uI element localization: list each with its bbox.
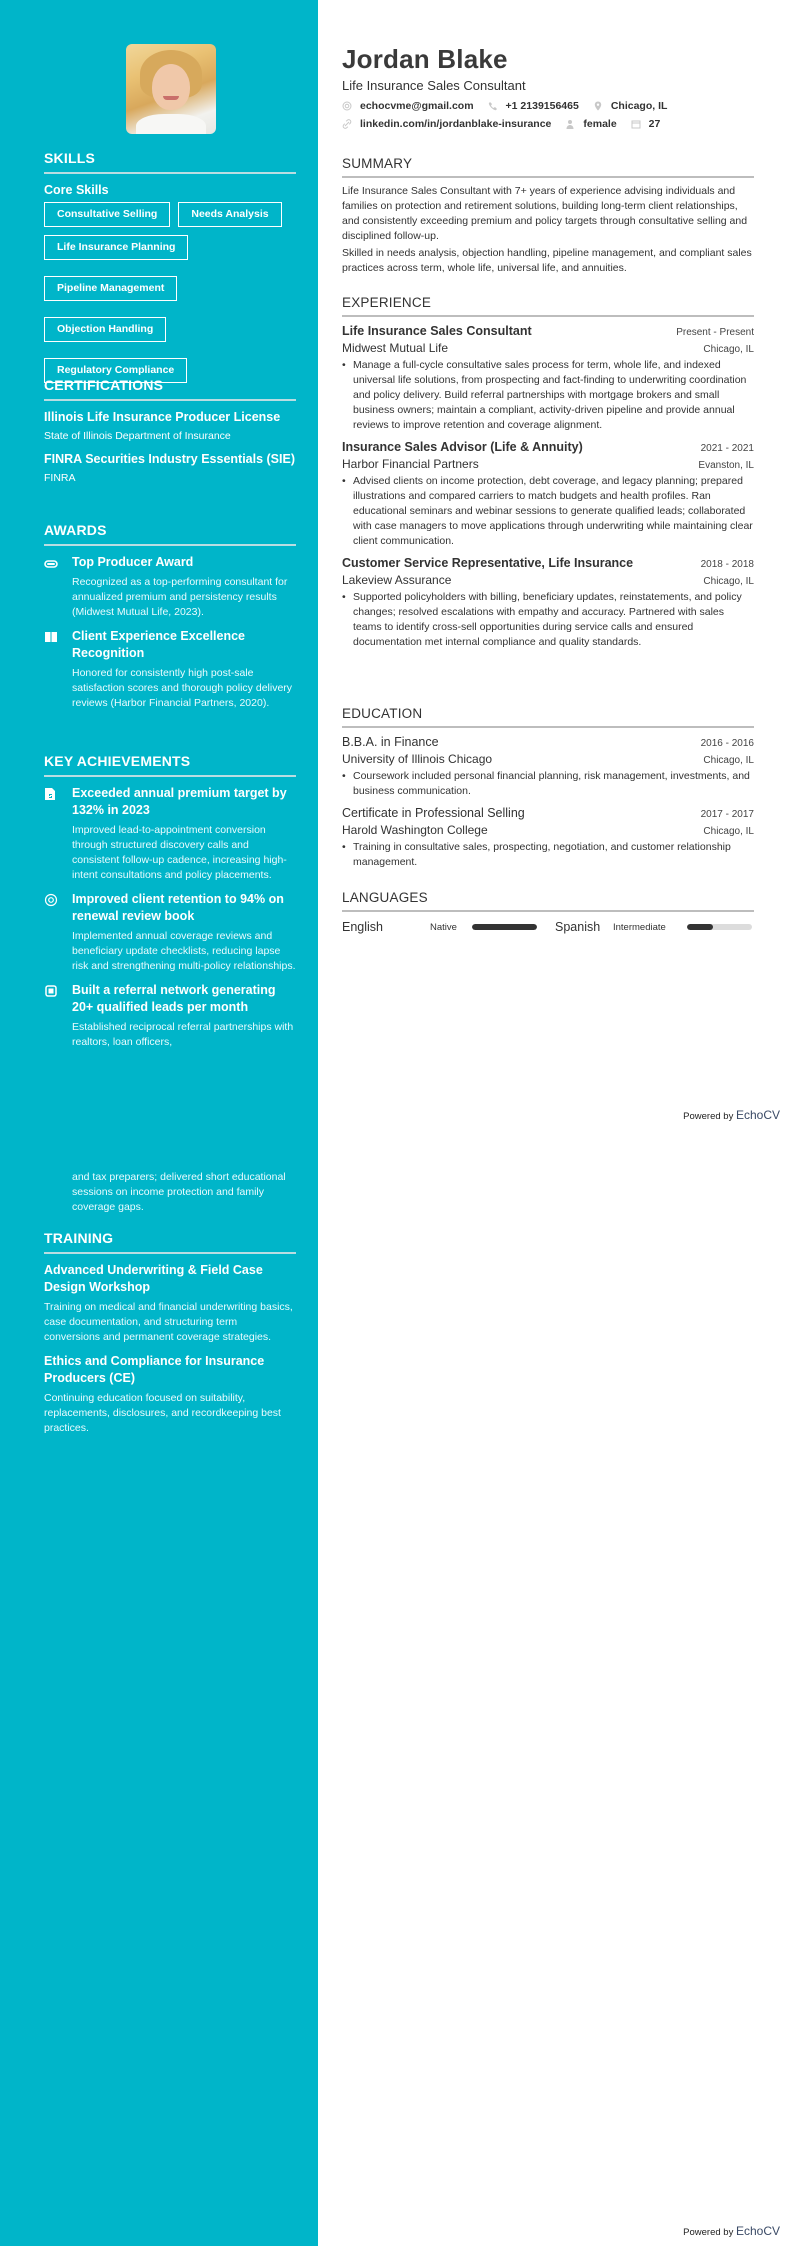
experience-title: Life Insurance Sales Consultant: [342, 324, 532, 338]
education-section: [342, 706, 754, 870]
location-pin-icon: [593, 101, 603, 111]
experience-bullet: [342, 474, 754, 549]
document-icon: [44, 785, 72, 883]
language-level: Native: [430, 921, 457, 933]
achievement-item: [44, 982, 296, 1050]
experience-entry: [342, 324, 754, 433]
brand-logo: EchoCV: [735, 1108, 780, 1122]
skills-heading: SKILLS: [44, 150, 296, 174]
education-entry: [342, 735, 754, 799]
contact-gender: [565, 118, 616, 130]
education-degree: B.B.A. in Finance: [342, 735, 439, 749]
experience-dates: 2018 - 2018: [700, 559, 754, 570]
education-bullet: [342, 769, 754, 799]
education-location: Chicago, IL: [703, 826, 754, 837]
language-proficiency-fill: [472, 924, 537, 930]
certification-item: [44, 451, 296, 485]
powered-by-label: Powered by: [683, 2227, 734, 2238]
language-level: Intermediate: [613, 921, 666, 933]
education-school: University of Illinois Chicago: [342, 752, 493, 766]
languages-row: [342, 920, 754, 934]
badge-icon: [44, 554, 72, 620]
experience-location: Chicago, IL: [703, 344, 754, 355]
skill-tag: Life Insurance Planning: [44, 235, 188, 260]
bullet-dot: •: [342, 359, 346, 371]
award-item: [44, 628, 296, 711]
achievement-description-continued: [72, 1170, 296, 1215]
photo-smile: [163, 96, 179, 100]
contact-age: [631, 118, 661, 130]
award-item: [44, 554, 296, 620]
bullet-text: Coursework included personal financial planning, risk management, investments, and business communication.: [353, 770, 750, 797]
experience-title: Customer Service Representative, Life Insurance: [342, 556, 634, 570]
experience-dates: 2021 - 2021: [700, 443, 754, 454]
bullet-text: Training in consultative sales, prospecting, negotiation, and customer relationship management.: [353, 841, 731, 868]
training-section: [44, 1230, 296, 1436]
person-icon: [565, 119, 575, 129]
awards-section: [44, 522, 296, 711]
experience-section: [342, 295, 754, 650]
experience-entry: [342, 556, 754, 650]
at-icon: [44, 891, 72, 974]
awards-heading: AWARDS: [44, 522, 296, 546]
contact-email[interactable]: [342, 100, 474, 112]
experience-location: Chicago, IL: [703, 576, 754, 587]
award-description: Recognized as a top-performing consultant for annualized premium and persistency results (Midwest Mutual Life, 2023).: [72, 576, 288, 618]
training-description: Continuing education focused on suitability, replacements, disclosures, and recordkeeping best practices.: [44, 1392, 281, 1434]
experience-heading: EXPERIENCE: [342, 295, 754, 317]
bullet-dot: •: [342, 841, 346, 853]
gender-text: female: [583, 118, 617, 130]
bullet-dot: •: [342, 475, 346, 487]
experience-entry: [342, 440, 754, 549]
language-proficiency-bar: [687, 924, 752, 930]
book-icon: [44, 628, 72, 711]
powered-by-footer[interactable]: [683, 2224, 780, 2238]
achievement-item: [44, 891, 296, 974]
chip-icon: [44, 982, 72, 1050]
achievement-title: Improved client retention to 94% on renewal review book: [72, 892, 284, 923]
language-name: Spanish: [555, 920, 601, 934]
certification-name: FINRA Securities Industry Essentials (SIE): [44, 452, 295, 466]
language-proficiency-fill: [687, 924, 713, 930]
education-entry: [342, 806, 754, 870]
training-item: [44, 1262, 296, 1345]
experience-company: Midwest Mutual Life: [342, 341, 449, 355]
summary-paragraph: Life Insurance Sales Consultant with 7+ years of experience advising individuals and families on protection and retirement solutions, building long-term client relationships, and consistently exceeding premium and policy targets through consultative selling and disciplined follow-up.: [342, 185, 748, 242]
achievement-title: Built a referral network generating 20+ qualified leads per month: [72, 983, 276, 1014]
candidate-title: Life Insurance Sales Consultant: [342, 78, 526, 93]
achievement-description: Implemented annual coverage reviews and beneficiary update checklists, reducing lapse risk and strengthening multi-policy relationships.: [72, 930, 296, 972]
achievement-description: Established reciprocal referral partnerships with realtors, loan officers,: [72, 1021, 294, 1048]
training-heading: TRAINING: [44, 1230, 296, 1254]
skill-tag: Consultative Selling: [44, 202, 170, 227]
skills-group-label: Core Skills: [44, 183, 109, 197]
training-description: Training on medical and financial underwriting basics, case documentation, and structuring term conversions and permanent coverage strategies.: [44, 1301, 293, 1343]
contact-linkedin[interactable]: [342, 118, 551, 130]
bullet-text: Supported policyholders with billing, beneficiary updates, reinstatements, and policy changes; resolved escalations with empathy and accuracy. Partnered with sales teams to identify cross-sell opportunities during service calls and ensured documentation met internal compliance and quality standards.: [353, 591, 742, 648]
skills-section: [44, 150, 296, 383]
contact-row-2: [342, 118, 674, 130]
achievements-heading: KEY ACHIEVEMENTS: [44, 753, 296, 777]
contact-location: [593, 100, 668, 112]
skill-tag: Pipeline Management: [44, 276, 177, 301]
award-description: Honored for consistently high post-sale satisfaction scores and thorough policy delivery reviews (Harbor Financial Partners, 2020).: [72, 667, 293, 709]
experience-company: Harbor Financial Partners: [342, 457, 479, 471]
calendar-icon: [631, 119, 641, 129]
certification-issuer: FINRA: [44, 472, 76, 484]
certification-name: Illinois Life Insurance Producer License: [44, 410, 281, 424]
experience-dates: Present - Present: [676, 327, 754, 338]
award-title: Client Experience Excellence Recognition: [72, 629, 246, 660]
achievements-section: [44, 753, 296, 1050]
photo-coat: [136, 114, 206, 134]
photo-face: [152, 64, 190, 110]
age-text: 27: [648, 118, 661, 130]
email-icon: [342, 101, 352, 111]
certifications-section: [44, 377, 296, 485]
powered-by-footer[interactable]: [683, 1108, 780, 1122]
certification-issuer: State of Illinois Department of Insurance: [44, 430, 231, 442]
education-dates: 2017 - 2017: [700, 809, 754, 820]
summary-heading: SUMMARY: [342, 156, 754, 178]
achievement-description: and tax preparers; delivered short educational sessions on income protection and family coverage gaps.: [72, 1171, 286, 1213]
contact-row-1: [342, 100, 681, 112]
location-text: Chicago, IL: [610, 100, 668, 112]
summary-paragraph: Skilled in needs analysis, objection handling, pipeline management, and compliant sales practices across term, whole life, universal life, and annuities.: [342, 247, 752, 274]
experience-bullet: [342, 590, 754, 650]
languages-section: [342, 890, 754, 934]
education-heading: EDUCATION: [342, 706, 754, 728]
summary-section: [342, 156, 754, 276]
languages-heading: LANGUAGES: [342, 890, 754, 912]
award-title: Top Producer Award: [72, 555, 194, 569]
education-degree: Certificate in Professional Selling: [342, 806, 525, 820]
experience-title: Insurance Sales Advisor (Life & Annuity): [342, 440, 583, 454]
education-school: Harold Washington College: [342, 823, 488, 837]
powered-by-label: Powered by: [683, 1111, 734, 1122]
bullet-dot: •: [342, 591, 346, 603]
education-bullet: [342, 840, 754, 870]
candidate-name: Jordan Blake: [342, 44, 508, 74]
sidebar: [0, 0, 318, 2246]
phone-text: +1 2139156465: [505, 100, 579, 112]
experience-bullet: [342, 358, 754, 433]
skill-tag: Regulatory Compliance: [44, 358, 187, 383]
skill-tag: Objection Handling: [44, 317, 166, 342]
brand-logo: EchoCV: [735, 2224, 780, 2238]
language-name: English: [342, 920, 383, 934]
bullet-text: Manage a full-cycle consultative sales process for term, whole life, and indexed universal life solutions, from prospecting and fact-finding to underwriting coordination and policy delivery. Build referral partnerships with mortgage brokers and small business owners; maintain a compliant, activity-driven pipeline and provide annual reviews to improve retention and coverage alignment.: [353, 359, 747, 431]
experience-company: Lakeview Assurance: [342, 573, 452, 587]
bullet-dot: •: [342, 770, 346, 782]
profile-photo: [126, 44, 216, 134]
phone-icon: [488, 101, 498, 111]
training-title: Ethics and Compliance for Insurance Producers (CE): [44, 1354, 265, 1385]
education-dates: 2016 - 2016: [700, 738, 754, 749]
link-icon: [342, 119, 352, 129]
certification-item: [44, 409, 296, 443]
linkedin-text: linkedin.com/in/jordanblake-insurance: [360, 118, 552, 130]
certifications-heading: CERTIFICATIONS: [44, 377, 296, 401]
achievement-item: [44, 785, 296, 883]
education-location: Chicago, IL: [703, 755, 754, 766]
contact-phone[interactable]: [488, 100, 579, 112]
achievement-description: Improved lead-to-appointment conversion through structured discovery calls and consistent follow-up cadence, increasing high-intent consultations and policy placements.: [72, 824, 287, 881]
skills-tags: [44, 202, 296, 383]
language-proficiency-bar: [472, 924, 537, 930]
achievement-title: Exceeded annual premium target by 132% in 2023: [72, 786, 287, 817]
email-text: echocvme@gmail.com: [360, 100, 474, 112]
skill-tag: Needs Analysis: [178, 202, 281, 227]
training-title: Advanced Underwriting & Field Case Design Workshop: [44, 1263, 263, 1294]
training-item: [44, 1353, 296, 1436]
bullet-text: Advised clients on income protection, debt coverage, and legacy planning; prepared illustrations and compared carriers to match budgets and health profiles. Ran educational seminars and webinar sessions to generate qualified leads; collaborated with case managers to move applications through underwriting while maintaining clear client communication.: [353, 475, 753, 547]
experience-location: Evanston, IL: [698, 460, 754, 471]
